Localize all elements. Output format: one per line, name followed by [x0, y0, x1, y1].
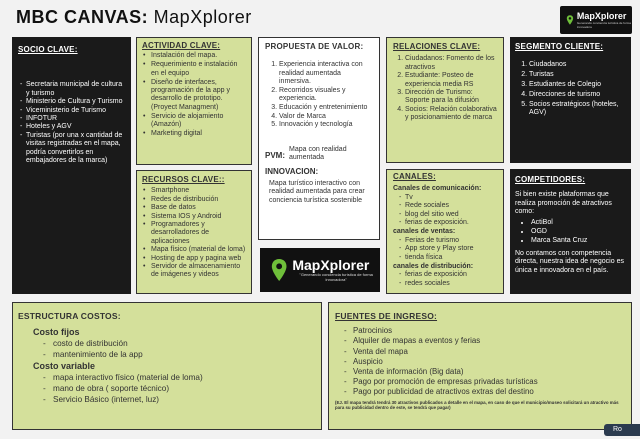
list-item: 2. Estudiante: Posteo de experiencia media RS [405, 72, 499, 89]
logo-small-tagline: Generando conciencia turística de forma innovadora [576, 21, 631, 29]
list-item: • Redes de distribución [151, 196, 247, 204]
fuentes-ingreso-card [328, 302, 632, 430]
list-item: - Viceministerio de Turismo [26, 107, 126, 115]
ro-button[interactable] [604, 424, 640, 436]
list-item: - redes sociales [405, 280, 499, 288]
list-item: - Pago por promoción de empresas privadas turísticas [353, 377, 625, 387]
list-item: - Tv [405, 194, 499, 202]
canales-group-label: canales de distribución: [393, 263, 474, 271]
competidores-outro: No contamos con competencia directa, nuestra idea de negocio es única e innovadora en el país. [515, 249, 624, 274]
list-item: - Ministerio de Cultura y Turismo [26, 98, 126, 106]
list-item: • Instalación del mapa. [151, 52, 247, 60]
page-title [16, 7, 252, 28]
list-item: - mapa interactivo físico (material de loma) [53, 372, 315, 383]
list-item: - blog del sitio wed [405, 211, 499, 219]
list-item: • Marca Santa Cruz [531, 237, 626, 245]
list-item: • Hosting de app y pagina web [151, 255, 247, 263]
relaciones-clave-card [386, 37, 504, 163]
list-item: • OGD [531, 228, 626, 236]
canales-card [386, 169, 504, 294]
socio-clave-card [12, 37, 131, 294]
list-item: - Venta del mapa [353, 347, 625, 357]
list-item: - Hoteles y AGV [26, 123, 126, 131]
logo-small-name: MapXplorer [576, 11, 627, 21]
list-item: - costo de distribución [53, 338, 315, 349]
list-item: • Mapa físico (material de loma) [151, 246, 247, 254]
list-item: - tienda física [405, 254, 499, 262]
actividad-clave-card [136, 37, 252, 165]
list-item: 1. Experiencia interactiva con realidad aumentada inmersiva. [279, 61, 374, 86]
title-app-name: MapXplorer [153, 7, 252, 27]
recursos-clave-card [136, 170, 252, 294]
list-item: - Rede sociales [405, 202, 499, 210]
competidores-title: COMPETIDORES: [515, 175, 586, 184]
list-item: - Venta de información (Big data) [353, 367, 625, 377]
fuentes-note: (EJ. El mapa tendrá tendrá 30 atractivos publicados a detalle en el mapa, en caso de que el municipio/museo solicitará un atractivo más para su publicidad dentro de este, se tendrá que pagar) [335, 399, 619, 410]
recursos-clave-title: RECURSOS CLAVE:: [142, 175, 225, 184]
list-item: - Ferias de turismo [405, 237, 499, 245]
logo-large-tagline: "Generando conciencia turística de forma innovadora" [299, 272, 373, 282]
costo-variable-label: Costo variable [33, 361, 96, 371]
canales-group-label: canales de ventas: [393, 228, 456, 236]
list-item: 2. Turistas [529, 71, 626, 79]
list-item: - Patrocinios [353, 326, 625, 336]
list-item: • Diseño de interfaces, programación de la app y desarrollo de prototipo. (Proyect Managment) [151, 79, 247, 113]
list-item: 4. Direcciones de turismo [529, 91, 626, 99]
list-item: • Servidor de almacenamiento de imágenes y videos [151, 263, 247, 280]
estructura-costos-title: ESTRUCTURA COSTOS: [18, 311, 121, 321]
list-item: - Turistas (por una x cantidad de visitas registradas en el mapa, podría convertirlos en embajadores de la marca) [26, 132, 126, 166]
list-item: 1. Ciudadanos: Fomento de los atractivos [405, 55, 499, 72]
list-item: • Programadores y desarrolladores de aplicaciones [151, 221, 247, 246]
list-item: 4. Socios: Relación colaborativa y posicionamiento de marca [405, 106, 499, 123]
list-item: 5. Socios estratégicos (hoteles, AGV) [529, 101, 626, 118]
list-item: • Base de datos [151, 204, 247, 212]
competidores-card [510, 169, 631, 294]
competidores-intro: Si bien existe plataformas que realiza promoción de atractivos como: [515, 191, 612, 216]
list-item: • Marketing digital [151, 130, 247, 138]
list-item: 1. Ciudadanos [529, 61, 626, 69]
actividad-clave-title: ACTIVIDAD CLAVE: [142, 41, 221, 50]
list-item: - App store y Play store [405, 245, 499, 253]
propuesta-valor-title: PROPUESTA DE VALOR: [265, 42, 364, 51]
list-item: 5. Innovación y tecnología [279, 121, 374, 129]
map-pin-icon [566, 14, 574, 26]
list-item: - INFOTUR [26, 115, 126, 123]
list-item: - Auspicio [353, 357, 625, 367]
list-item: • Servicio de alojamiento (Amazón) [151, 113, 247, 130]
list-item: 3. Educación y entretenimiento [279, 104, 374, 112]
segmento-cliente-card [510, 37, 631, 163]
innovacion-text: Mapa turístico interactivo con realidad aumentada para crear conciencia turística sostenible [269, 180, 365, 204]
list-item: • Sistema IOS y Android [151, 213, 247, 221]
relaciones-clave-title: RELACIONES CLAVE: [393, 42, 481, 51]
pvm-text: Mapa con realidad aumentada [289, 145, 347, 162]
list-item: 4. Valor de Marca [279, 113, 374, 121]
list-item: • ActiBol [531, 219, 626, 227]
logo-large [260, 248, 380, 292]
list-item: 3. Dirección de Turismo: Soporte para la difusión [405, 89, 499, 106]
propuesta-valor-card [258, 37, 380, 240]
logo-small [560, 6, 632, 34]
innovacion-label: INNOVACION: [265, 166, 319, 176]
costo-fijos-label: Costo fijos [33, 327, 80, 337]
segmento-cliente-title: SEGMENTO CLIENTE: [515, 42, 604, 51]
list-item: 3. Estudiantes de Colegio [529, 81, 626, 89]
innovacion-section [265, 168, 374, 206]
canales-group-label: Canales de comunicación: [393, 185, 482, 193]
list-item: • Requerimiento e instalación en el equipo [151, 61, 247, 78]
list-item: 2. Recorridos visuales y experiencia. [279, 87, 374, 104]
socio-clave-title: SOCIO CLAVE: [18, 45, 78, 54]
ro-label: Ro [613, 426, 622, 433]
list-item: - Servicio Básico (internet, luz) [53, 394, 315, 405]
fuentes-ingreso-title: FUENTES DE INGRESO: [335, 311, 438, 321]
list-item: - ferias de exposición. [405, 219, 499, 227]
title-prefix: MBC CANVAS: [16, 7, 154, 27]
canales-title: CANALES: [393, 172, 436, 181]
pvm-section [265, 146, 374, 163]
list-item: - mano de obra ( soporte técnico) [53, 383, 315, 394]
map-pin-icon [270, 258, 288, 282]
list-item: - Alquiler de mapas a eventos y ferias [353, 336, 625, 346]
list-item: - Pago por publicidad de atractivos extras del destino [353, 387, 625, 397]
list-item: - ferias de exposición [405, 271, 499, 279]
pvm-label: PVM: [265, 150, 285, 160]
list-item: - Secretaria municipal de cultura y turismo [26, 81, 126, 98]
logo-large-name: MapXplorer [292, 257, 370, 273]
list-item: • Smartphone [151, 187, 247, 195]
list-item: - mantenimiento de la app [53, 349, 315, 360]
estructura-costos-card [12, 302, 322, 430]
